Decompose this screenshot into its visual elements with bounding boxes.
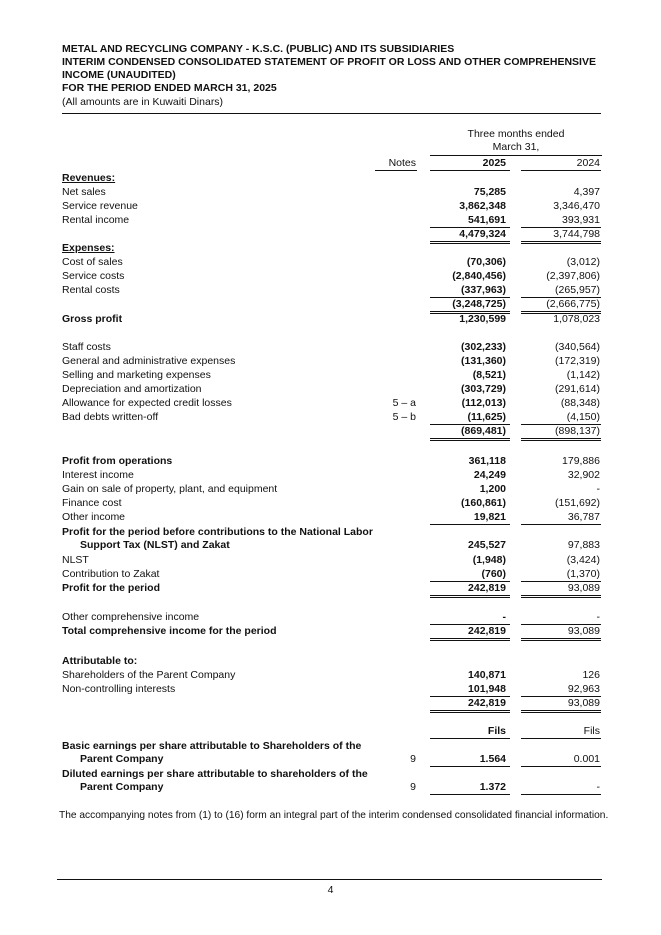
table-row [0,383,661,396]
total-rule [521,640,601,641]
value-2024: 1,078,023 [553,313,600,325]
table-row [0,397,661,410]
table-row [0,568,661,581]
table-row [0,228,661,241]
table-row [0,341,661,354]
note-reference: 5 – a [392,397,416,409]
value-2024: (172,319) [555,355,600,367]
header-rule [62,113,601,114]
table-row [0,625,661,638]
row-label-continued: Parent Company [80,753,164,765]
value-2025: 101,948 [468,683,506,695]
total-rule [521,712,601,713]
value-2025: (11,625) [467,411,506,423]
value-2024: 93,089 [567,697,600,709]
total-rule [430,710,510,711]
row-label: Rental costs [62,284,120,296]
footer-rule [57,879,602,880]
value-2025: (337,963) [461,284,506,296]
table-row [0,369,661,382]
amounts-note: (All amounts are in Kuwaiti Dinars) [62,96,224,108]
value-2024: (291,614) [555,383,600,395]
value-2025: 361,118 [468,455,506,467]
table-row [0,425,661,438]
table-row [0,242,661,255]
row-label: Total comprehensive income for the period [62,625,277,637]
row-label: Attributable to: [62,655,138,667]
total-rule [430,738,510,739]
value-2025: (302,233) [461,341,506,353]
value-2024: 179,886 [562,455,600,467]
notes-header-rule [375,170,417,171]
table-row [0,270,661,283]
total-rule [430,595,510,596]
value-2025: (70,306) [466,256,506,268]
value-2025: 140,871 [468,669,506,681]
value-2025: 75,285 [473,186,506,198]
note-reference: 5 – b [392,411,416,423]
value-2024: 92,963 [567,683,600,695]
value-2024: (2,666,775) [546,298,600,310]
table-row [0,669,661,682]
table-row [0,256,661,269]
row-label: Expenses: [62,242,115,254]
total-rule [521,440,601,441]
value-2025: 24,249 [473,469,506,481]
table-row [0,186,661,199]
row-label: Revenues: [62,172,116,184]
value-2025: 1,200 [479,483,506,495]
row-label: Gain on sale of property, plant, and equipment [62,483,278,495]
row-label: Depreciation and amortization [62,383,202,395]
total-rule [430,794,510,795]
row-label: Profit from operations [62,455,173,467]
value-2024: (151,692) [555,497,600,509]
note-reference: 9 [410,781,416,793]
row-label: Basic earnings per share attributable to Shareholders of the [62,740,362,752]
year-2024-header: 2024 [576,157,600,169]
value-2025: - [502,611,506,623]
company-name: METAL AND RECYCLING COMPANY - K.S.C. (PUBLIC) AND ITS SUBSIDIARIES [62,43,455,55]
row-label: Contribution to Zakat [62,568,160,580]
total-rule [521,638,601,639]
row-label: Shareholders of the Parent Company [62,669,236,681]
total-rule [430,440,510,441]
notes-header: Notes [388,157,416,169]
value-2025: 4,479,324 [459,228,506,240]
total-rule [430,766,510,767]
table-row [0,725,661,738]
table-row [0,526,661,552]
row-label: Rental income [62,214,130,226]
total-rule [430,712,510,713]
value-2024: 36,787 [567,511,600,523]
page-number: 4 [327,884,334,896]
table-row [0,200,661,213]
row-label: Other income [62,511,126,523]
table-row [0,284,661,297]
total-rule [430,524,510,525]
value-2024: (340,564) [555,341,600,353]
value-2025: (760) [481,568,506,580]
table-row [0,554,661,567]
table-row [0,497,661,510]
value-2024: 126 [582,669,600,681]
footnote: The accompanying notes from (1) to (16) form an integral part of the interim condensed consolidated financial information. [59,810,609,821]
value-2024: (3,012) [566,256,600,268]
value-2024: 93,089 [567,582,600,594]
statement-title: INTERIM CONDENSED CONSOLIDATED STATEMENT OF PROFIT OR LOSS AND OTHER COMPREHENSIVE [62,56,596,68]
table-row [0,355,661,368]
value-2024: 97,883 [567,539,600,551]
row-label: Profit for the period before contributions to the National Labor [62,526,373,538]
row-label: Finance cost [62,497,122,509]
note-reference: 9 [410,753,416,765]
total-rule [521,311,601,312]
value-2024: (3,424) [566,554,600,566]
value-2024: (88,348) [560,397,600,409]
value-2024: 393,931 [562,214,600,226]
value-2025: 242,819 [468,582,506,594]
table-row [0,313,661,326]
value-2025: 242,819 [468,697,506,709]
value-2024: 3,346,470 [553,200,600,212]
row-label: NLST [62,554,89,566]
table-row [0,455,661,468]
period-heading: Three months ended [467,128,565,140]
value-2024: Fils [583,725,600,737]
value-2025: 541,691 [468,214,506,226]
year-2025-header: 2025 [482,157,506,169]
value-2024: 3,744,798 [553,228,600,240]
value-2024: (4,150) [566,411,600,423]
table-row [0,469,661,482]
value-2025: Fils [487,725,506,737]
value-2024: - [596,611,600,623]
row-label-continued: Support Tax (NLST) and Zakat [80,539,230,551]
table-row [0,214,661,227]
value-2025: (1,948) [472,554,506,566]
total-rule [430,597,510,598]
value-2024: (265,957) [555,284,600,296]
total-rule [430,638,510,639]
table-row [0,768,661,794]
statement-title-cont: INCOME (UNAUDITED) [62,69,176,81]
year-2024-rule [521,170,601,171]
total-rule [521,794,601,795]
value-2024: (1,370) [566,568,600,580]
row-label: Cost of sales [62,256,123,268]
value-2024: (1,142) [566,369,600,381]
value-2025: (3,248,725) [452,298,506,310]
row-label: Diluted earnings per share attributable to shareholders of the [62,768,368,780]
table-row [0,655,661,668]
row-label: Bad debts written-off [62,411,159,423]
total-rule [521,710,601,711]
total-rule [521,438,601,439]
period-title: FOR THE PERIOD ENDED MARCH 31, 2025 [62,82,277,94]
row-label: Selling and marketing expenses [62,369,211,381]
year-2025-rule [430,170,510,171]
value-2025: (869,481) [461,425,506,437]
value-2025: (112,013) [461,397,506,409]
table-row [0,483,661,496]
table-row [0,697,661,710]
row-label: General and administrative expenses [62,355,236,367]
value-2025: 245,527 [468,539,506,551]
row-label: Net sales [62,186,106,198]
total-rule [521,597,601,598]
table-row [0,683,661,696]
row-label: Service revenue [62,200,138,212]
value-2025: 1.564 [479,753,506,765]
value-2024: 4,397 [573,186,600,198]
value-2024: - [596,483,600,495]
value-2025: (160,861) [461,497,506,509]
row-label: Service costs [62,270,125,282]
value-2024: (2,397,806) [546,270,600,282]
period-heading-rule [430,155,602,156]
row-label: Gross profit [62,313,123,325]
value-2024: 32,902 [567,469,600,481]
value-2024: - [596,781,600,793]
value-2025: 1,230,599 [459,313,506,325]
row-label-continued: Parent Company [80,781,164,793]
row-label: Other comprehensive income [62,611,200,623]
table-row [0,411,661,424]
value-2025: (8,521) [472,369,506,381]
value-2024: 93,089 [567,625,600,637]
table-row [0,298,661,311]
total-rule [430,438,510,439]
total-rule [521,738,601,739]
table-row [0,611,661,624]
row-label: Interest income [62,469,134,481]
table-row [0,582,661,595]
row-label: Profit for the period [62,582,160,594]
value-2024: (898,137) [555,425,600,437]
value-2025: 1.372 [479,781,506,793]
table-row [0,740,661,766]
total-rule [521,524,601,525]
value-2025: 19,821 [473,511,506,523]
table-row [0,511,661,524]
row-label: Non-controlling interests [62,683,176,695]
total-rule [430,311,510,312]
value-2025: 242,819 [468,625,506,637]
table-row [0,172,661,185]
period-heading-date: March 31, [492,141,540,153]
row-label: Allowance for expected credit losses [62,397,232,409]
value-2025: (131,360) [461,355,506,367]
value-2025: (303,729) [461,383,506,395]
total-rule [521,595,601,596]
value-2025: (2,840,456) [452,270,506,282]
row-label: Staff costs [62,341,111,353]
value-2025: 3,862,348 [459,200,506,212]
value-2024: 0.001 [573,753,600,765]
total-rule [521,766,601,767]
total-rule [430,640,510,641]
